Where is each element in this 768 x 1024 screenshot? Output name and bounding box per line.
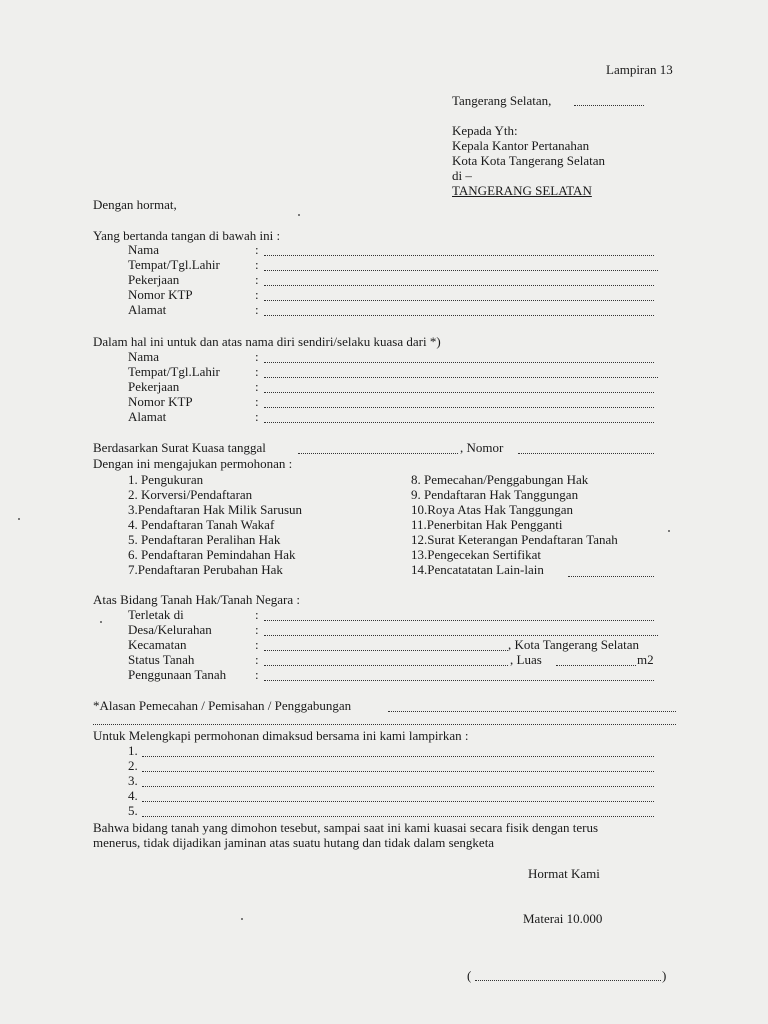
- materai: Materai 10.000: [523, 911, 603, 926]
- permohonan-item-14: 14.Pencatatatan Lain-lain: [411, 562, 544, 577]
- lampiran-blank-1: [142, 746, 654, 757]
- s2-nama-blank: [264, 352, 654, 363]
- s2-pekerjaan-label: Pekerjaan: [128, 379, 180, 394]
- bidang-penggunaan-blank: [264, 670, 654, 681]
- kuasa-date-blank: [298, 443, 458, 454]
- s2-ttl-label: Tempat/Tgl.Lahir: [128, 364, 220, 379]
- lampiran-blank-3: [142, 776, 654, 787]
- bidang-kecamatan-label: Kecamatan: [128, 637, 187, 652]
- scan-speck: [298, 214, 300, 216]
- place-date: Tangerang Selatan,: [452, 93, 552, 108]
- bidang-luas-blank: [556, 655, 636, 666]
- lampiran-blank-2: [142, 761, 654, 772]
- permohonan-item-13: 13.Pengecekan Sertifikat: [411, 547, 541, 562]
- s1-ttl-blank: [264, 260, 658, 271]
- s1-alamat-label: Alamat: [128, 302, 167, 317]
- s2-pekerjaan-blank: [264, 382, 654, 393]
- s1-pekerjaan-blank: [264, 275, 654, 286]
- alasan-blank-2: [93, 714, 676, 725]
- lampiran-label: Lampiran 13: [606, 62, 673, 77]
- s2-ktp-label: Nomor KTP: [128, 394, 193, 409]
- bidang-status-label: Status Tanah: [128, 652, 195, 667]
- section1-intro: Yang bertanda tangan di bawah ini :: [93, 228, 281, 243]
- s2-ktp-blank: [264, 397, 654, 408]
- address-line-3: Kota Kota Tangerang Selatan: [452, 153, 605, 168]
- lampiran-item-2: 2.: [128, 758, 138, 773]
- permohonan-item-5: 5. Pendaftaran Peralihan Hak: [128, 532, 281, 547]
- statement-line-2: menerus, tidak dijadikan jaminan atas suatu hutang dan tidak dalam sengketa: [93, 835, 495, 850]
- permohonan-item-2: 2. Korversi/Pendaftaran: [128, 487, 253, 502]
- date-blank: [574, 95, 644, 106]
- lampiran-item-3: 3.: [128, 773, 138, 788]
- scan-speck: [668, 530, 670, 532]
- permohonan-item-11: 11.Penerbitan Hak Pengganti: [411, 517, 563, 532]
- permohonan-intro: Dengan ini mengajukan permohonan :: [93, 456, 293, 471]
- hormat-kami: Hormat Kami: [528, 866, 600, 881]
- statement-line-1: Bahwa bidang tanah yang dimohon tesebut, sampai saat ini kami kuasai secara fisik dengan terus: [93, 820, 599, 835]
- s2-nama-label: Nama: [128, 349, 160, 364]
- bidang-status-blank: [264, 655, 508, 666]
- s2-ttl-blank: [264, 367, 658, 378]
- bidang-penggunaan-label: Penggunaan Tanah: [128, 667, 227, 682]
- address-line-2: Kepala Kantor Pertanahan: [452, 138, 590, 153]
- address-line-4: di –: [452, 168, 472, 183]
- s1-ktp-blank: [264, 290, 654, 301]
- s1-nama-label: Nama: [128, 242, 160, 257]
- s2-alamat-label: Alamat: [128, 409, 167, 424]
- lampiran-intro: Untuk Melengkapi permohonan dimaksud bersama ini kami lampirkan :: [93, 728, 469, 743]
- bidang-desa-label: Desa/Kelurahan: [128, 622, 212, 637]
- document-page: Lampiran 13 Tangerang Selatan, Kepada Yth: Kepala Kantor Pertanahan Kota Kota Tangerang Selatan di – TANGERANG SELATAN Dengan hormat, Yang bertanda tangan di bawah ini : Nama Tempat/Tgl.Lahir Pekerjaan Nomor KTP Alamat : : : : : Dalam hal ini untuk dan atas nama diri sendiri/selaku kuasa dari *) Nama Tempat/Tgl.Lahir Pekerjaan Nomor KTP Alamat : : : : : Berdasarkan Surat Kuasa tanggal , Nomor Dengan ini mengajukan permohonan : 1. Pengukuran 2. Korversi/Pendaftaran 3.Pendaftaran Hak Milik Sarusun 4. Pendaftaran Tanah Wakaf 5. Pendaftaran Peralihan Hak 6. Pendaftaran Pemindahan Hak 7.Pendaftaran Perubahan Hak 8. Pemecahan/Penggabungan Hak 9. Pendaftaran Hak Tanggungan 10.Roya Atas Hak Tanggungan 11.Penerbitan Hak Pengganti 12.Surat Keterangan Pendaftaran Tanah 13.Pengecekan Sertifikat 14.Pencatatatan Lain-lain Atas Bidang Tanah Hak/Tanah Negara : Terletak di Desa/Kelurahan Kecamatan Status Tanah Penggunaan Tanah : : : : : , Kota Tangerang Selatan , Luas m2 *Alasan Pemecahan / Pemisahan / Penggabungan Untuk Melengkapi permohonan dimaksud bersama ini kami lampirkan : 1. 2. 3. 4. 5. Bahwa bidang tanah yang dimohon tesebut, sampai saat ini kami kuasai secara fisik dengan terus menerus, tidak dijadikan jaminan atas suatu hutang dan tidak dalam sengketa Hormat Kami Materai 10.000 ( ): [0, 0, 768, 1024]
- lain-lain-blank: [568, 566, 654, 577]
- permohonan-item-4: 4. Pendaftaran Tanah Wakaf: [128, 517, 275, 532]
- s1-nama-blank: [264, 245, 654, 256]
- bidang-m2: m2: [637, 652, 654, 667]
- s1-alamat-blank: [264, 305, 654, 316]
- s1-pekerjaan-label: Pekerjaan: [128, 272, 180, 287]
- address-line-1: Kepada Yth:: [452, 123, 518, 138]
- permohonan-item-1: 1. Pengukuran: [128, 472, 204, 487]
- bidang-desa-blank: [264, 625, 658, 636]
- lampiran-item-4: 4.: [128, 788, 138, 803]
- permohonan-item-7: 7.Pendaftaran Perubahan Hak: [128, 562, 283, 577]
- permohonan-item-3: 3.Pendaftaran Hak Milik Sarusun: [128, 502, 303, 517]
- kuasa-nomor: , Nomor: [460, 440, 504, 455]
- permohonan-item-9: 9. Pendaftaran Hak Tanggungan: [411, 487, 579, 502]
- s1-ttl-label: Tempat/Tgl.Lahir: [128, 257, 220, 272]
- signature-blank: [475, 970, 661, 981]
- address-city: TANGERANG SELATAN: [452, 183, 592, 198]
- permohonan-item-10: 10.Roya Atas Hak Tanggungan: [411, 502, 574, 517]
- section2-intro: Dalam hal ini untuk dan atas nama diri sendiri/selaku kuasa dari *): [93, 334, 441, 349]
- bidang-terletak-label: Terletak di: [128, 607, 184, 622]
- lampiran-blank-4: [142, 791, 654, 802]
- s1-ktp-label: Nomor KTP: [128, 287, 193, 302]
- bidang-kecamatan-blank: [264, 640, 508, 651]
- alasan-text: *Alasan Pemecahan / Pemisahan / Penggabungan: [93, 698, 352, 713]
- s2-alamat-blank: [264, 412, 654, 423]
- alasan-blank-1: [388, 701, 676, 712]
- scan-speck: [241, 918, 243, 920]
- signature-open: (: [467, 968, 472, 983]
- permohonan-item-6: 6. Pendaftaran Pemindahan Hak: [128, 547, 296, 562]
- salutation: Dengan hormat,: [93, 197, 177, 212]
- signature-close: ): [662, 968, 667, 983]
- bidang-intro: Atas Bidang Tanah Hak/Tanah Negara :: [93, 592, 300, 607]
- lampiran-item-1: 1.: [128, 743, 138, 758]
- permohonan-item-12: 12.Surat Keterangan Pendaftaran Tanah: [411, 532, 618, 547]
- permohonan-item-8: 8. Pemecahan/Penggabungan Hak: [411, 472, 589, 487]
- bidang-terletak-blank: [264, 610, 654, 621]
- bidang-kota: , Kota Tangerang Selatan: [508, 637, 639, 652]
- bidang-luas: , Luas: [510, 652, 542, 667]
- lampiran-item-5: 5.: [128, 803, 138, 818]
- scan-speck: [100, 621, 102, 623]
- kuasa-text: Berdasarkan Surat Kuasa tanggal: [93, 440, 266, 455]
- scan-speck: [18, 518, 20, 520]
- kuasa-nomor-blank: [518, 443, 654, 454]
- lampiran-blank-5: [142, 806, 654, 817]
